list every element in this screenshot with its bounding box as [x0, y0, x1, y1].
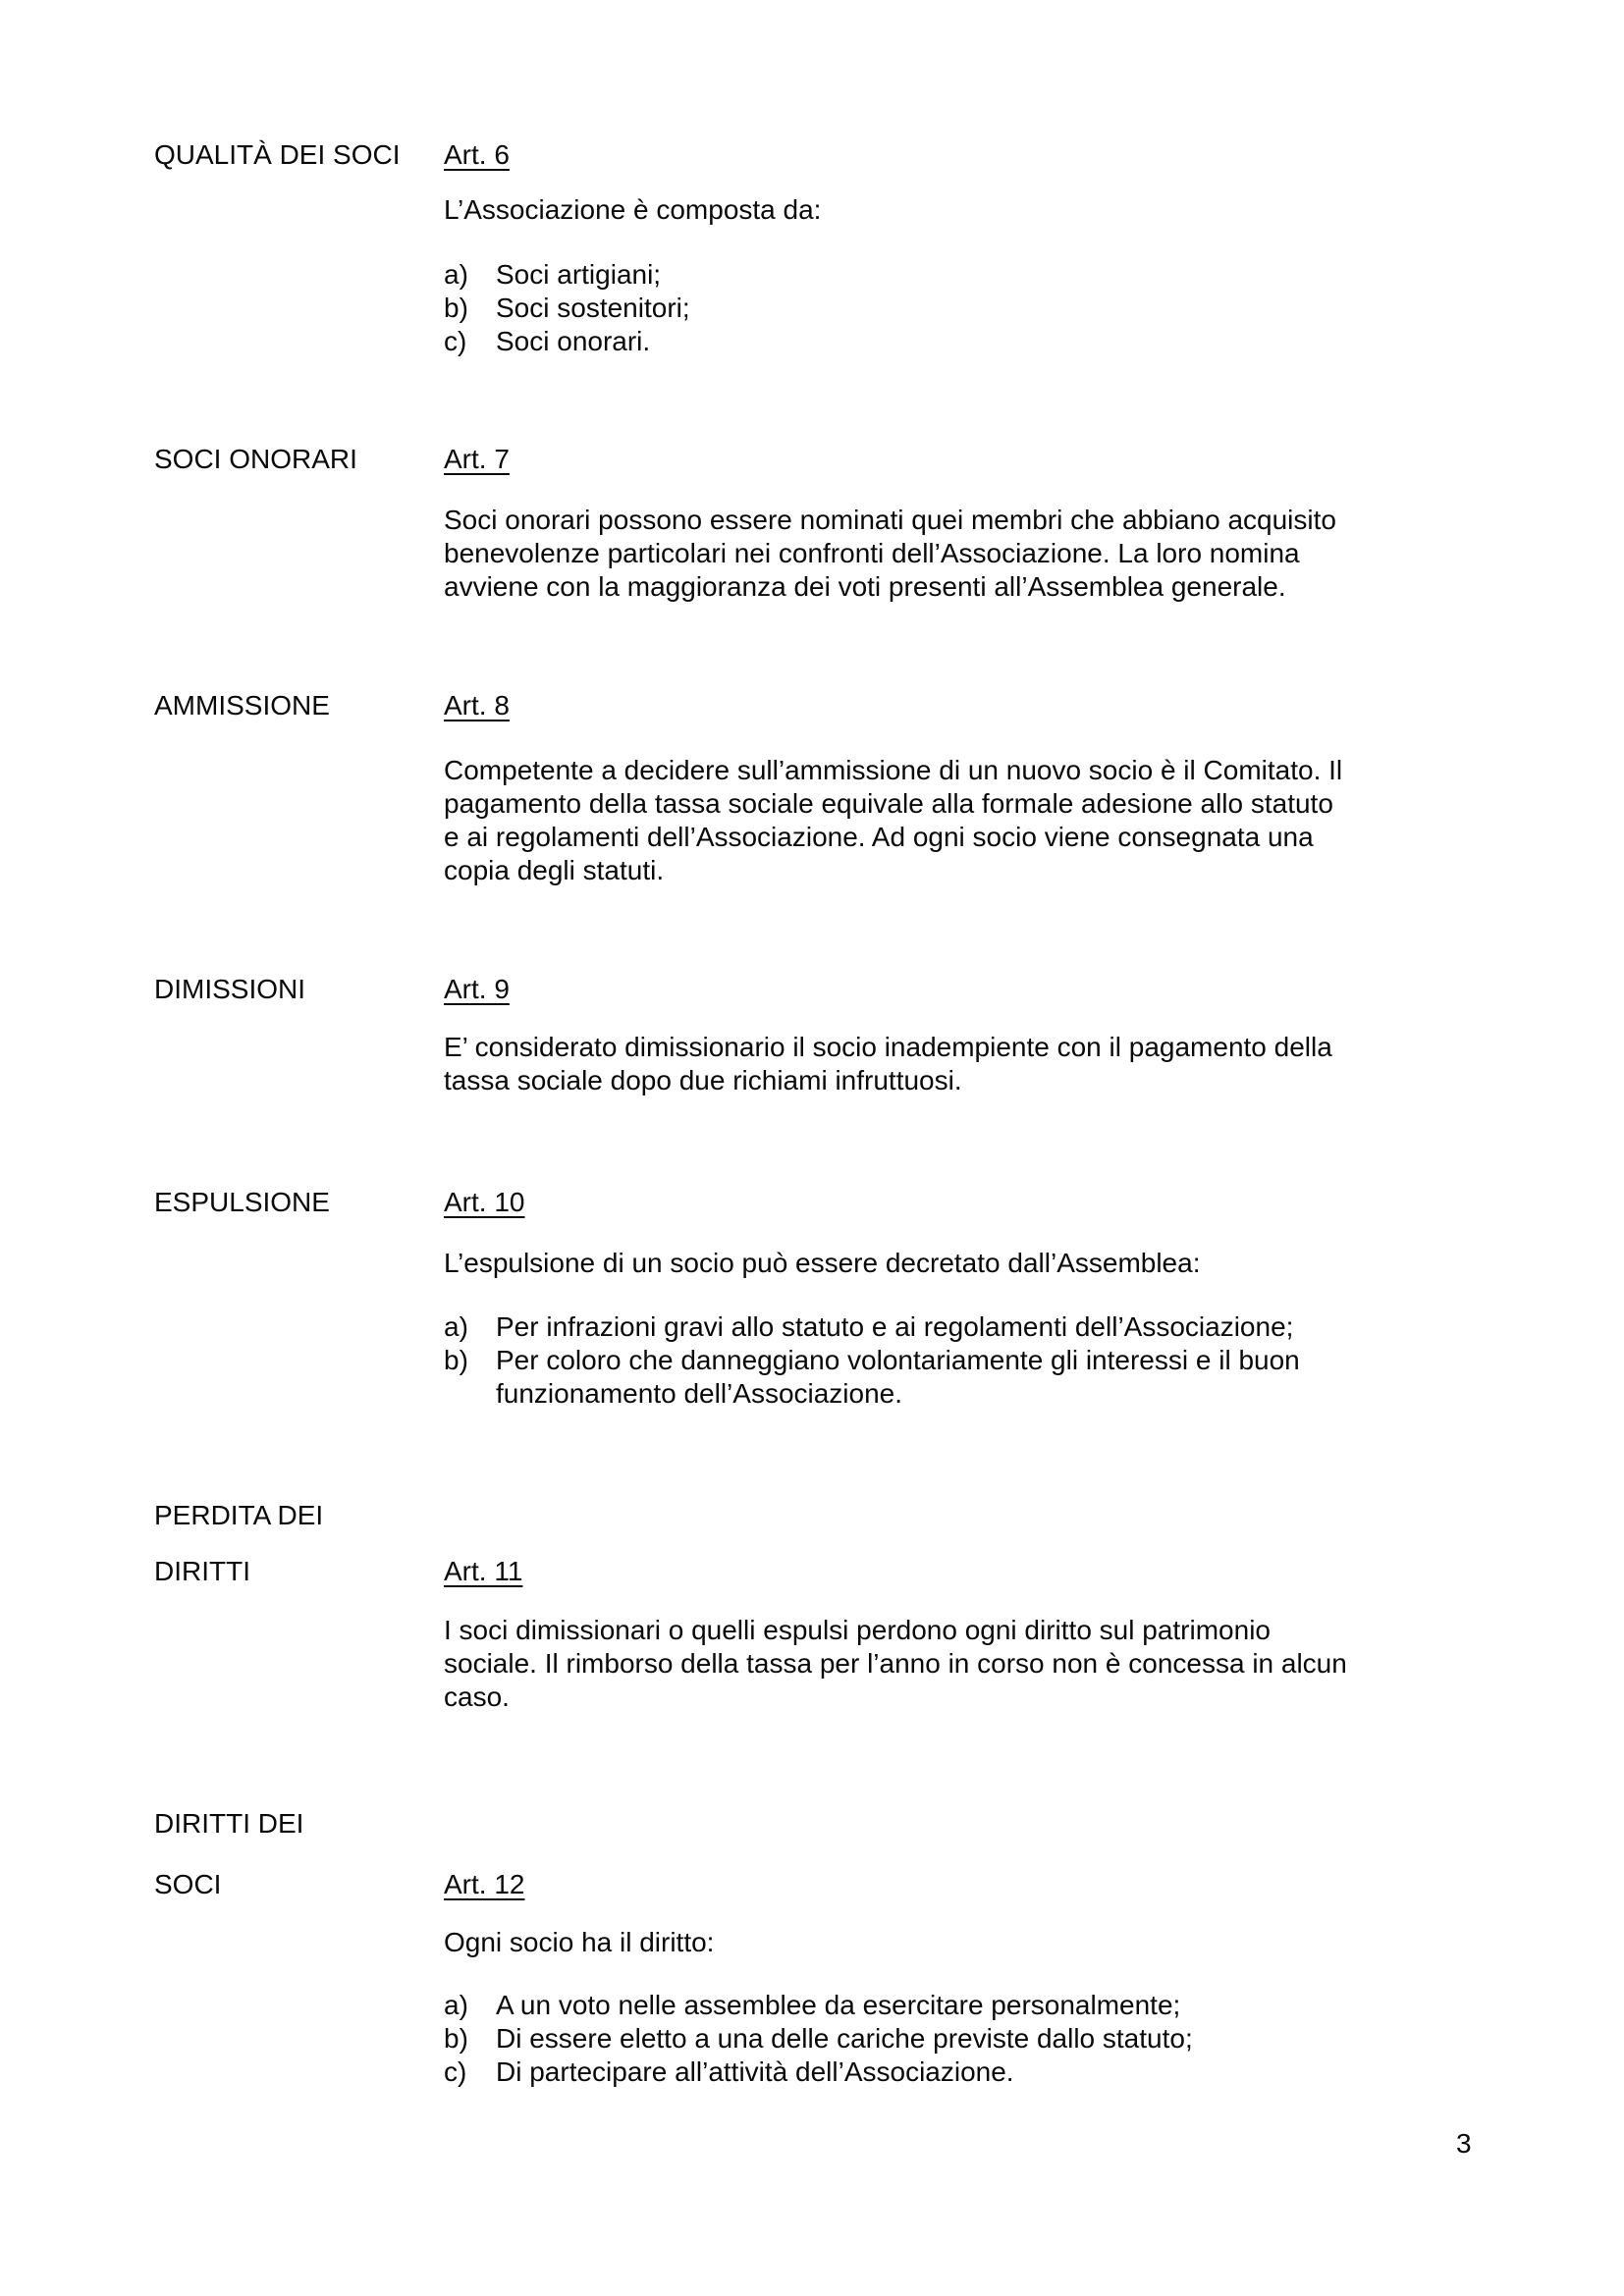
article-heading: Art. 7: [444, 444, 510, 474]
list-item: [444, 2022, 1193, 2056]
paragraph-line: copia degli statuti.: [444, 855, 665, 885]
section-label-top: DIRITTI DEI: [154, 1808, 304, 1839]
list-marker: b): [444, 1345, 468, 1375]
paragraph-line: I soci dimissionari o quelli espulsi perdono ogni diritto sul patrimonio: [444, 1615, 1271, 1645]
paragraph-line: E’ considerato dimissionario il socio inadempiente con il pagamento della: [444, 1032, 1332, 1062]
article-heading: Art. 6: [444, 139, 510, 170]
list-item-text: Soci sostenitori;: [496, 293, 690, 323]
paragraph-line: caso.: [444, 1682, 510, 1712]
section-label: DIRITTI: [154, 1556, 250, 1586]
section-label-top: PERDITA DEI: [154, 1500, 324, 1530]
paragraph-line: sociale. Il rimborso della tassa per l’anno in corso non è concessa in alcun: [444, 1648, 1347, 1679]
article-heading: Art. 9: [444, 974, 510, 1004]
list-item: [444, 1989, 1180, 2022]
article-heading: Art. 12: [444, 1869, 525, 1899]
section-label: SOCI: [154, 1869, 222, 1899]
list-item: [444, 325, 650, 358]
paragraph-line: avviene con la maggioranza dei voti presenti all’Assemblea generale.: [444, 571, 1286, 602]
list-item: [444, 1310, 1293, 1344]
paragraph-line: Ogni socio ha il diritto:: [444, 1927, 715, 1957]
list-marker: a): [444, 1990, 468, 2020]
paragraph-line: Soci onorari possono essere nominati quei membri che abbiano acquisito: [444, 505, 1336, 535]
paragraph-line: e ai regolamenti dell’Associazione. Ad ogni socio viene consegnata una: [444, 822, 1314, 852]
paragraph-line: tassa sociale dopo due richiami infruttuosi.: [444, 1065, 962, 1095]
article-heading: Art. 10: [444, 1187, 525, 1217]
section-label: DIMISSIONI: [154, 974, 306, 1004]
section-label: QUALITÀ DEI SOCI: [154, 139, 401, 170]
list-marker: a): [444, 259, 468, 290]
list-marker: b): [444, 293, 468, 323]
page-number: 3: [1456, 2128, 1472, 2159]
list-marker: c): [444, 326, 467, 356]
list-item-text: Soci onorari.: [496, 326, 651, 356]
list-item: [444, 258, 661, 292]
list-item: [444, 2056, 1014, 2089]
list-item-text: Per coloro che danneggiano volontariamente gli interessi e il buon: [496, 1345, 1300, 1375]
list-item-text: Soci artigiani;: [496, 259, 662, 290]
list-item-text: Di essere eletto a una delle cariche previste dallo statuto;: [496, 2023, 1193, 2054]
paragraph-line: L’espulsione di un socio può essere decretato dall’Assemblea:: [444, 1248, 1201, 1278]
list-item: [444, 292, 690, 325]
section-label: AMMISSIONE: [154, 690, 330, 721]
section-label: SOCI ONORARI: [154, 444, 357, 474]
section-label: ESPULSIONE: [154, 1187, 330, 1217]
article-heading: Art. 8: [444, 690, 510, 721]
paragraph-line: Competente a decidere sull’ammissione di un nuovo socio è il Comitato. Il: [444, 755, 1343, 785]
paragraph-line: benevolenze particolari nei confronti dell’Associazione. La loro nomina: [444, 538, 1300, 568]
list-marker: b): [444, 2023, 468, 2054]
list-item-text: Per infrazioni gravi allo statuto e ai regolamenti dell’Associazione;: [496, 1311, 1294, 1342]
list-item-text: A un voto nelle assemblee da esercitare personalmente;: [496, 1990, 1181, 2020]
list-item-text: Di partecipare all’attività dell’Associazione.: [496, 2056, 1014, 2087]
list-marker: a): [444, 1311, 468, 1342]
paragraph-line: L’Associazione è composta da:: [444, 194, 822, 225]
list-item: [444, 1344, 1300, 1377]
paragraph-line: pagamento della tassa sociale equivale alla formale adesione allo statuto: [444, 788, 1333, 819]
list-item-continuation: funzionamento dell’Associazione.: [496, 1378, 903, 1409]
article-heading: Art. 11: [444, 1556, 523, 1586]
list-marker: c): [444, 2056, 467, 2087]
